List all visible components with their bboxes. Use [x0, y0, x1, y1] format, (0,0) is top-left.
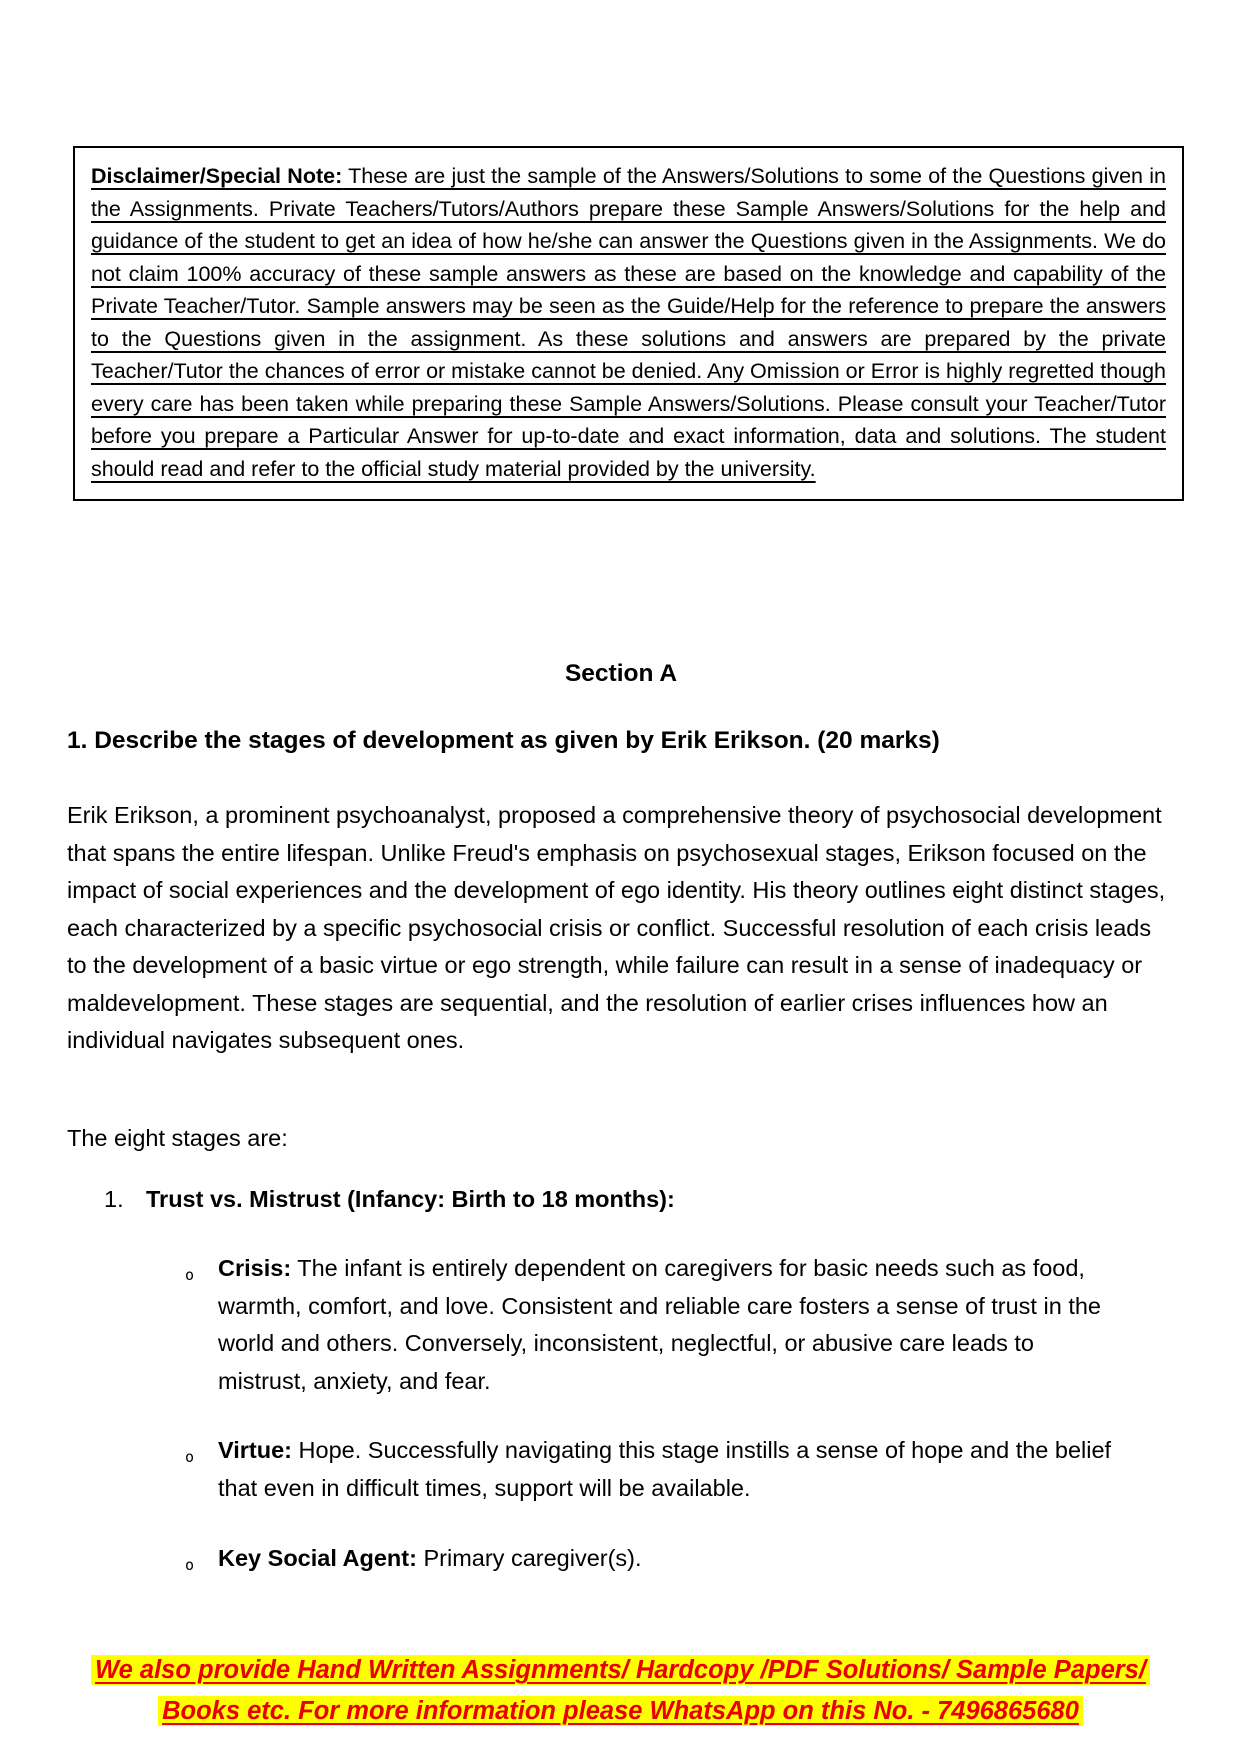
bullet-key-social-agent-text: Primary caregiver(s). [416, 1545, 642, 1571]
bullet-crisis [185, 1250, 1113, 1400]
bullet-virtue-label: Virtue: [218, 1437, 292, 1463]
circle-bullet-icon: o [185, 1266, 195, 1284]
circle-bullet-icon: o [185, 1556, 195, 1574]
intro-paragraph: Erik Erikson, a prominent psychoanalyst, proposed a comprehensive theory of psychosocial development that spans the entire lifespan. Unlike Freud's emphasis on psychosexual stages, Erikson focused on the impact of social experiences and the development of ego identity. His theory outlines eight distinct stages, each characterized by a specific psychosocial crisis or conflict. Successful resolution of each crisis leads to the development of a basic virtue or ego strength, while failure can result in a sense of inadequacy or maldevelopment. These stages are sequential, and the resolution of earlier crises influences how an individual navigates subsequent ones. [67, 802, 1166, 1053]
bullet-key-social-agent-body [218, 1540, 1113, 1578]
stage-1-number: 1. [104, 1186, 124, 1212]
bullet-crisis-label: Crisis: [218, 1255, 292, 1281]
question-title: 1. Describe the stages of development as given by Erik Erikson. (20 marks) [67, 727, 940, 754]
circle-bullet-icon: o [185, 1448, 195, 1466]
bullet-virtue [185, 1432, 1113, 1507]
bullet-key-social-agent-label: Key Social Agent: [218, 1545, 417, 1571]
disclaimer-body-text: These are just the sample of the Answers/Solutions to some of the Questions given in the Assignments. Private Teachers/Tutors/Authors prepare these Sample Answers/Solutions for the help and guidance of the student to get an idea of how he/she can answer the Questions given in the Assignments. We do not claim 100% accuracy of these sample answers as these are based on the knowledge and capability of the Private Teacher/Tutor. Sample answers may be seen as the Guide/Help for the reference to prepare the answers to the Questions given in the assignment. As these solutions and answers are prepared by the private Teacher/Tutor the chances of error or mistake cannot be denied. Any Omission or Error is highly regretted though every care has been taken while preparing these Sample Answers/Solutions. Please consult your Teacher/Tutor before you prepare a Particular Answer for up-to-date and exact information, data and solutions. The student should read and refer to the official study material provided by the university. [91, 164, 1167, 481]
bullet-key-social-agent [185, 1540, 1113, 1578]
bullet-crisis-text: The infant is entirely dependent on caregivers for basic needs such as food, warmth, comfort, and love. Consistent and reliable care fosters a sense of trust in the world and others. Conversely, inconsistent, neglectful, or abusive care leads to mistrust, anxiety, and fear. [218, 1255, 1101, 1394]
footer-promo [60, 1650, 1181, 1732]
stage-1-heading [104, 1186, 675, 1213]
bullet-virtue-body [218, 1432, 1113, 1507]
bullet-virtue-text: Hope. Successfully navigating this stage instills a sense of hope and the belief that even in difficult times, support will be available. [218, 1437, 1112, 1501]
footer-promo-text: We also provide Hand Written Assignments/ Hardcopy /PDF Solutions/ Sample Papers/ Books etc. For more information please WhatsApp on this No. - 7496865680 [91, 1655, 1150, 1726]
disclaimer-paragraph [91, 160, 1166, 485]
disclaimer-box [73, 146, 1184, 501]
stages-lead-text: The eight stages are: [67, 1125, 288, 1151]
disclaimer-label: Disclaimer/Special Note: [91, 164, 343, 188]
bullet-crisis-body [218, 1250, 1113, 1400]
stage-1-title: Trust vs. Mistrust (Infancy: Birth to 18 months): [146, 1186, 675, 1212]
section-heading: Section A [564, 660, 678, 687]
